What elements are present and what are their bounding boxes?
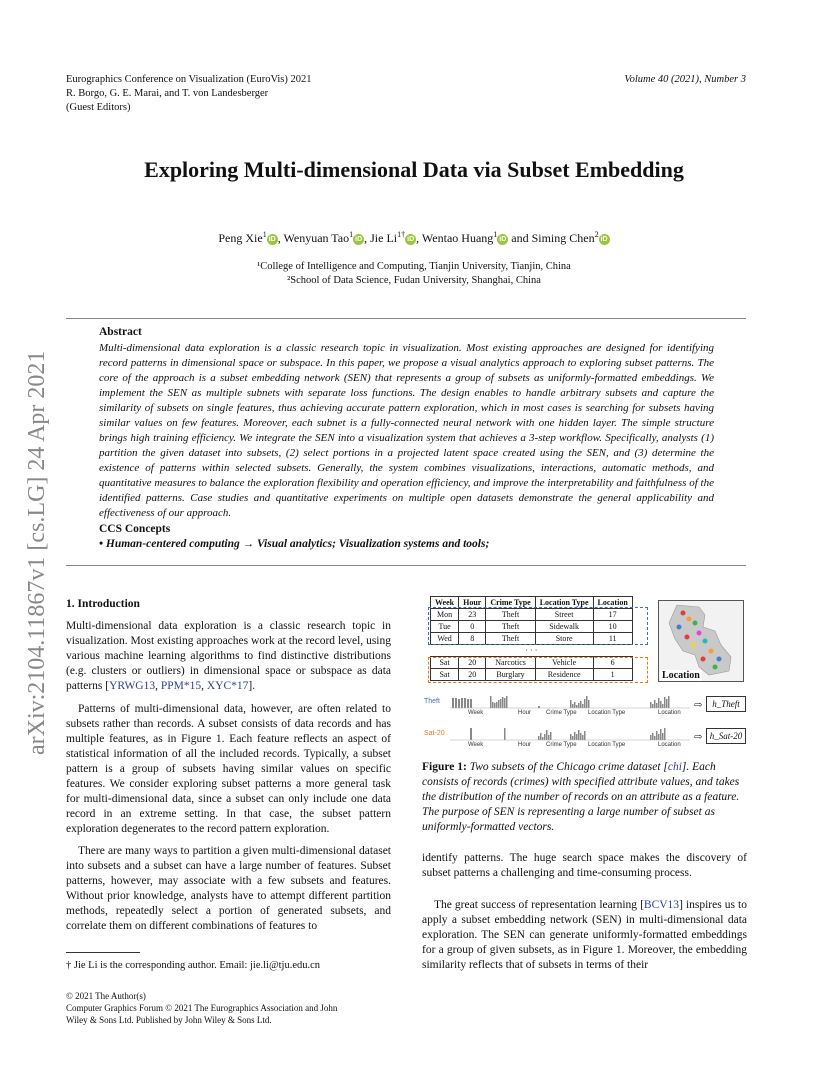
cell: Theft xyxy=(486,609,535,621)
column-header: Location Type xyxy=(535,597,593,609)
cell: 11 xyxy=(593,633,632,645)
axis-label: Location xyxy=(658,710,681,716)
header-line: R. Borgo, G. E. Marai, and T. von Landesberger xyxy=(66,88,269,99)
orcid-icon[interactable]: iD xyxy=(600,236,608,243)
text: Multi-dimensional data exploration is a classic research topic in visualization. Most existing approaches work at the record level, using various machine learning algorithms to find distinctive distributions (e.g. clusters or outliers) in dimensional space or subspace as data patterns [ xyxy=(66,620,391,692)
author-list: Peng Xie$^1$iD , Wenyuan Tao$^1$iD , Jie $Li^{1\dagger}iD$ , Wentao Huang$^1$iD and Siming Chen$^2$iD xyxy=(218,230,608,245)
copyright-line: © 2021 The Author(s) xyxy=(66,991,146,1001)
axis-label: Hour xyxy=(518,742,532,748)
header-line: Eurographics Conference on Visualization (EuroVis) 2021 xyxy=(66,74,312,85)
citation-link[interactable]: BCV13 xyxy=(643,899,680,911)
copyright-line: Wiley & Sons Ltd. Published by John Wiley & Sons Ltd. xyxy=(66,1015,272,1025)
affiliation: ¹College of Intelligence and Computing, Tianjin University, Tianjin, China xyxy=(257,261,571,272)
figure-caption xyxy=(422,760,747,835)
cell: Sidewalk xyxy=(535,621,593,633)
divider xyxy=(66,318,746,319)
conference-header xyxy=(66,73,312,115)
figure-1 xyxy=(422,596,748,750)
ellipsis: · · · xyxy=(431,645,633,657)
cell: Store xyxy=(535,633,593,645)
ccs-heading: CCS Concepts xyxy=(99,523,171,535)
author-sup: 1 xyxy=(493,230,498,239)
cell: Vehicle xyxy=(535,657,593,669)
theft-subset-highlight xyxy=(428,607,648,645)
map-graphic xyxy=(659,601,743,681)
axis-label: Location Type xyxy=(588,742,626,748)
footnote-rule xyxy=(66,952,140,953)
section-heading: 1. Introduction xyxy=(66,598,140,610)
hist-bars xyxy=(452,696,670,708)
citation-link[interactable]: YRWG13 xyxy=(109,680,156,692)
cell: 10 xyxy=(593,621,632,633)
theft-feature-histograms xyxy=(450,692,690,712)
author-sup: 1 xyxy=(262,230,267,239)
cell: 17 xyxy=(593,609,632,621)
author-sup: 2 xyxy=(594,230,599,239)
cell: Wed xyxy=(431,633,459,645)
orcid-icon[interactable]: iD xyxy=(268,236,276,243)
affiliation: ²School of Data Science, Fudan University, Shanghai, China xyxy=(287,275,541,286)
caption-label: Figure 1: xyxy=(422,761,467,773)
paper-title: Exploring Multi-dimensional Data via Subset Embedding xyxy=(144,157,684,182)
citation-link[interactable]: PPM*15 xyxy=(160,680,202,692)
embedding-vector: h_Sat-20 xyxy=(706,728,746,744)
footnote: † Jie Li is the corresponding author. Email: jie.li@tju.edu.cn xyxy=(66,960,321,971)
author-name: Jie Li xyxy=(370,231,398,245)
author-name: Wentao Huang xyxy=(421,231,494,245)
abstract-text: Multi-dimensional data exploration is a classic research topic in visualization. Most existing approaches are designed for identifying record patterns in dimensional space or subspace. In this paper, we propose a visual analytics approach to exploring subset patterns. The core of the approach is a subset embedding network (SEN) that represents a group of subsets as uniformly-formatted embeddings. We implement the SEN as multiple subnets with separate loss functions. The design enables to handle arbitrary subsets and capture the similarity of subsets on single features, thus achieving accurate pattern exploration, which in most cases is searching for subsets having similar values on few features. Moreover, each subnet is a fully-connected neural network with one hidden layer. The simple structure brings high training efficiency. We integrate the SEN into a visualization system that achieves a 3-step workflow. Specifically, analysts (1) partition the given dataset into subsets, (2) select portions in a projected latent space created using the SEN, and (3) determine the existence of patterns within selected subsets. Generally, the system combines visualizations, interactions, automatic methods, and quantitative measures to balance the exploration flexibility and operation efficiency, and improve the interpretability and faithfulness of the identified patterns. Case studies and quantitative experiments on multiple open datasets demonstrate the general applicability and effectiveness of our approach. xyxy=(99,342,714,519)
cell: Burglary xyxy=(486,669,535,681)
paragraph: Patterns of multi-dimensional data, however, are often related to subsets rather than records. A subset consists of data records and has multiple features, as in Figure 1. Each feature reflects an aspect of statistical information of all the included records. Typically, a subset pattern is a group of subsets having similar values on specific features. We consider exploring subset patterns a more general task for multi-dimensional data, since a subset can only include one data record in an extreme setting. In that case, the subset pattern exploration degenerates to the record pattern exploration. xyxy=(66,703,391,835)
axis-label: Hour xyxy=(518,710,532,716)
caption-text: Two subsets of the Chicago crime dataset [ xyxy=(466,761,668,773)
header-line: (Guest Editors) xyxy=(66,102,131,113)
column-header: Crime Type xyxy=(486,597,535,609)
column-header: Hour xyxy=(459,597,486,609)
axis-label: Crime Type xyxy=(546,710,577,716)
cell: 20 xyxy=(459,657,486,669)
axis-label: Week xyxy=(468,742,484,748)
arrow-icon: ⇨ xyxy=(694,700,703,711)
cell: 20 xyxy=(459,669,486,681)
embedding-vector: h_Theft xyxy=(706,696,746,712)
citation-link[interactable]: XYC*17 xyxy=(206,680,249,692)
orcid-icon[interactable]: iD xyxy=(407,236,415,243)
ccs-item: • Human-centered computing → Visual analytics; Visualization systems and tools; xyxy=(99,538,490,550)
abstract-heading: Abstract xyxy=(99,326,142,338)
table-ellipsis-row xyxy=(431,645,633,657)
caption-text: ]. Each consists of records (crimes) with specified attribute values, and takes the distribution of the number of records on an attribute as a feature. The purpose of SEN is representing a large number of subset as uniformly-formatted vectors. xyxy=(422,761,740,833)
cell: Street xyxy=(535,609,593,621)
divider xyxy=(66,565,746,566)
arrow-icon: ⇨ xyxy=(694,732,703,743)
cell: 0 xyxy=(459,621,486,633)
cell: Residence xyxy=(535,669,593,681)
axis-label: Location xyxy=(658,742,681,748)
author-sup: 1† xyxy=(397,230,406,239)
arxiv-stamp: arXiv:2104.11867v1 [cs.LG] 24 Apr 2021 xyxy=(24,350,50,755)
hist-bars xyxy=(470,728,666,740)
author-name: Siming Chen xyxy=(531,231,595,245)
axis-label: Week xyxy=(468,710,484,716)
cell: Sat xyxy=(431,657,459,669)
text: ] inspires us to apply a subset embedding network (SEN) in multi-dimensional data exploration. The SEN can generate uniformly-formatted embeddings for a group of given subsets, as in Figure 1. Moreover, the embedding similarity reflects that of subsets in terms of their xyxy=(422,899,747,971)
text: ]. xyxy=(248,680,256,692)
cell: Narcotics xyxy=(486,657,535,669)
paragraph xyxy=(422,898,747,973)
text: The great success of representation learning [ xyxy=(434,899,644,911)
cell: 23 xyxy=(459,609,486,621)
citation-link[interactable]: chi xyxy=(667,761,682,773)
subset-label-sat20: Sat-20 xyxy=(424,730,445,737)
paragraph: identify patterns. The huge search space makes the discovery of subset patterns a challenging and time-consuming process. xyxy=(422,852,747,879)
orcid-icon[interactable]: iD xyxy=(355,236,363,243)
map-shape xyxy=(669,605,731,675)
cell: Theft xyxy=(486,633,535,645)
axis-label: Location Type xyxy=(588,710,626,716)
author-joiner: and xyxy=(511,231,529,245)
cell: Theft xyxy=(486,621,535,633)
column-header: Location xyxy=(593,597,632,609)
subset-label-theft: Theft xyxy=(424,698,440,705)
author-name: Wenyuan Tao xyxy=(283,231,350,245)
column-header: Week xyxy=(431,597,459,609)
cell: 1 xyxy=(593,669,632,681)
cell: Sat xyxy=(431,669,459,681)
sat20-subset-highlight xyxy=(428,657,648,683)
copyright xyxy=(66,990,337,1026)
paragraph: There are many ways to partition a given multi-dimensional dataset into subsets and a subset can have a large number of features. Subset patterns, however, may associate with a few subsets and features. Without prior knowledge, analysts have to attempt different partition methods, repeatedly select a portion of generated subsets, and correlate them on different combinations of features to xyxy=(66,845,391,932)
author-name: Peng Xie xyxy=(218,231,263,245)
volume-info: Volume 40 (2021), Number 3 xyxy=(624,74,746,85)
sat20-feature-histograms xyxy=(450,724,690,744)
cell: 8 xyxy=(459,633,486,645)
map-label: Location xyxy=(662,670,700,681)
cell: Tue xyxy=(431,621,459,633)
orcid-icon[interactable]: iD xyxy=(499,236,507,243)
cell: Mon xyxy=(431,609,459,621)
author-sup: 1 xyxy=(349,230,354,239)
paragraph: Multi-dimensional data exploration is a classic research topic in visualization. Most existing approaches work at the record level, using various machine learning algorithms to find distinctive distributions (e.g. clusters or outliers) in dimensional space or subspace as data patterns [YRWG13, PPM*15, XYC*17]. xyxy=(66,620,391,692)
axis-label: Crime Type xyxy=(546,742,577,748)
cell: 6 xyxy=(593,657,632,669)
copyright-line: Computer Graphics Forum © 2021 The Eurographics Association and John xyxy=(66,1003,338,1013)
